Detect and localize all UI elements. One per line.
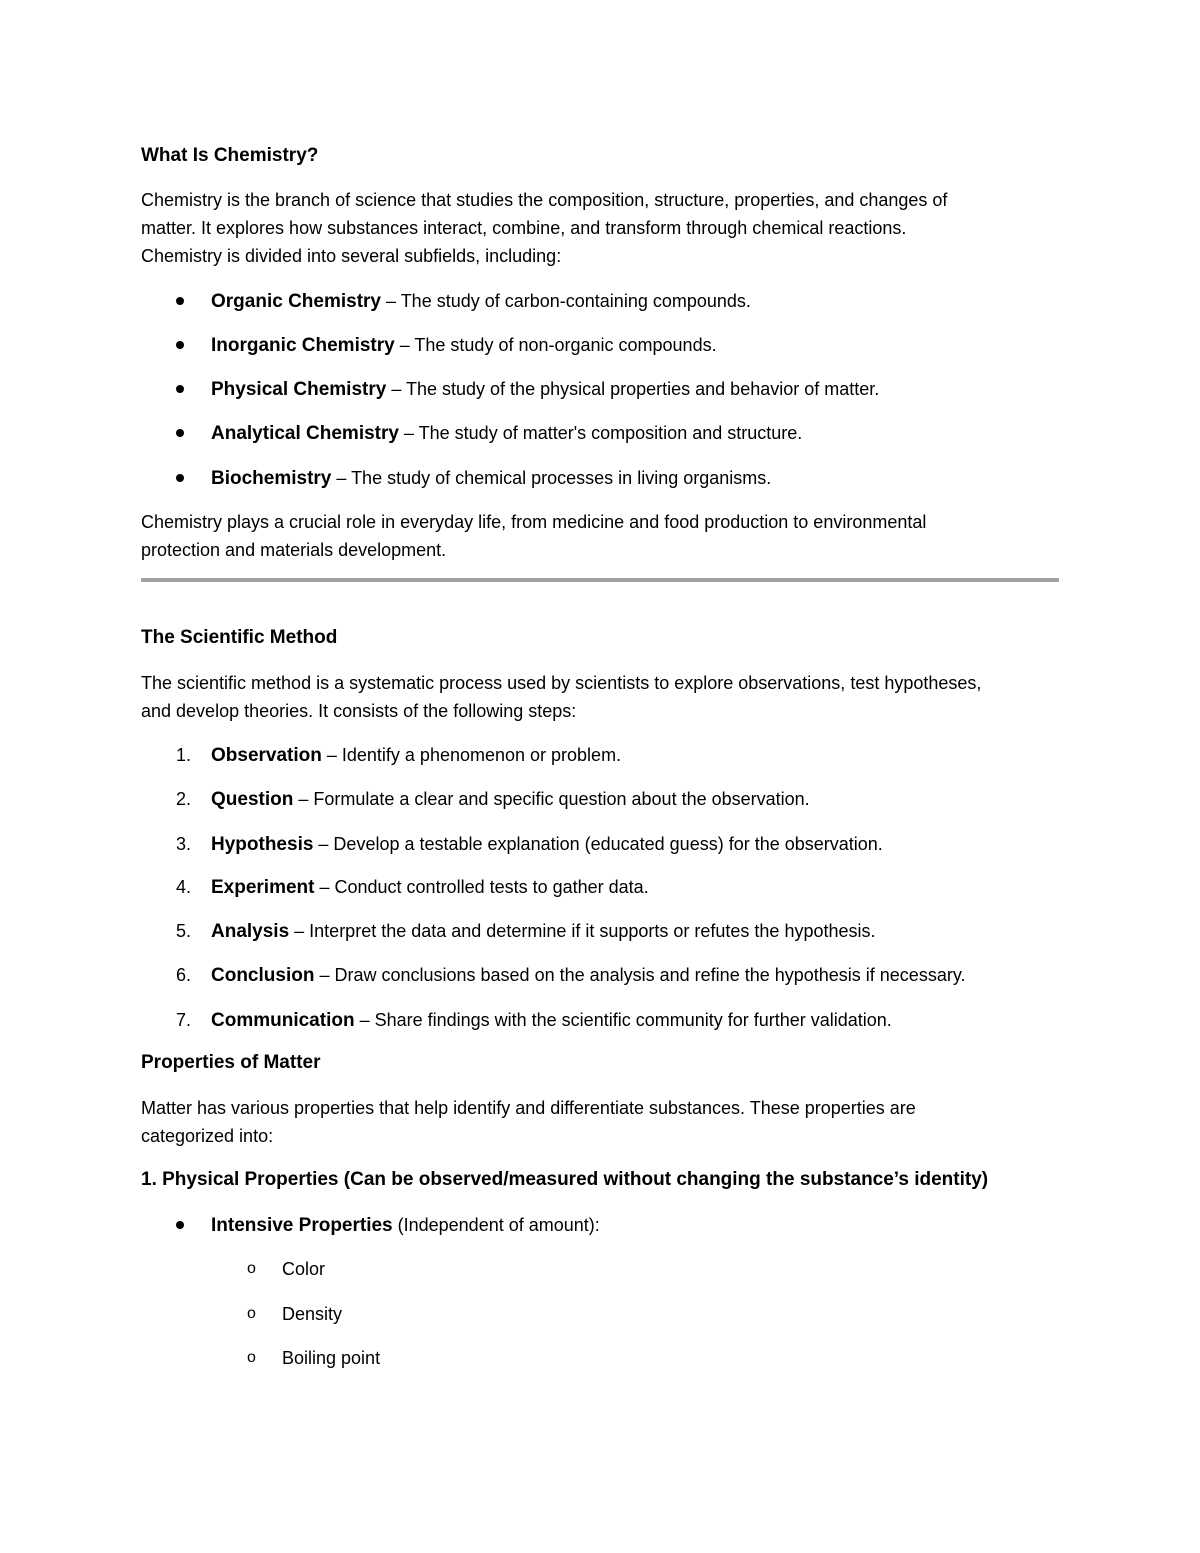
paragraph-line: The scientific method is a systematic process used by scientists to explore observations, test hypotheses, — [141, 673, 982, 693]
paragraph-line: Chemistry is divided into several subfields, including: — [141, 246, 562, 266]
bullet-icon — [176, 474, 184, 482]
step-description: – Develop a testable explanation (educated guess) for the observation. — [313, 834, 883, 854]
step-number: 7. — [176, 1010, 192, 1030]
paragraph-line: protection and materials development. — [141, 540, 447, 560]
bullet-icon — [176, 297, 184, 305]
subfield-term: Physical Chemistry — [211, 379, 387, 400]
sub-list-text: Color — [282, 1259, 326, 1279]
circle-bullet-icon: o — [247, 1260, 256, 1277]
sub-list-text: Boiling point — [282, 1348, 381, 1368]
subfield-term: Inorganic Chemistry — [211, 335, 395, 356]
step-term: Communication — [211, 1010, 355, 1031]
sub-list-text: Density — [282, 1304, 343, 1324]
step-description: – Conduct controlled tests to gather data. — [314, 877, 649, 897]
step-number: 4. — [176, 877, 192, 897]
subfield-term: Organic Chemistry — [211, 291, 381, 312]
step-term: Hypothesis — [211, 834, 314, 855]
bullet-icon — [176, 1221, 184, 1229]
step-description: – Interpret the data and determine if it supports or refutes the hypothesis. — [289, 921, 876, 941]
section-heading-scientific-method: The Scientific Method — [141, 627, 338, 648]
step-description: – Draw conclusions based on the analysis and refine the hypothesis if necessary. — [314, 965, 966, 985]
subfield-term: Analytical Chemistry — [211, 423, 399, 444]
step-number: 2. — [176, 789, 192, 809]
subfield-description: – The study of carbon-containing compounds. — [381, 291, 751, 311]
step-term: Experiment — [211, 877, 315, 898]
paragraph-line: Chemistry plays a crucial role in everyday life, from medicine and food production to environmental — [141, 512, 927, 532]
bullet-icon — [176, 385, 184, 393]
circle-bullet-icon: o — [247, 1305, 256, 1322]
step-number: 6. — [176, 965, 192, 985]
step-number: 1. — [176, 745, 192, 765]
subfield-description: – The study of matter's composition and structure. — [398, 423, 803, 443]
subfield-description: – The study of non-organic compounds. — [394, 335, 717, 355]
step-description: – Identify a phenomenon or problem. — [321, 745, 622, 765]
intro-paragraph-properties — [141, 1094, 1059, 1150]
paragraph-line: Matter has various properties that help identify and differentiate substances. These properties are — [141, 1098, 916, 1118]
intensive-description: (Independent of amount): — [392, 1215, 600, 1235]
bullet-icon — [176, 341, 184, 349]
step-term: Conclusion — [211, 965, 315, 986]
subfield-description: – The study of chemical processes in living organisms. — [331, 468, 772, 488]
step-description: – Formulate a clear and specific question about the observation. — [293, 789, 810, 809]
paragraph-line: Chemistry is the branch of science that studies the composition, structure, properties, and changes of — [141, 190, 948, 210]
intensive-term: Intensive Properties — [211, 1215, 393, 1236]
step-number: 5. — [176, 921, 192, 941]
step-term: Analysis — [211, 921, 290, 942]
step-number: 3. — [176, 834, 192, 854]
closing-paragraph-chemistry — [141, 508, 1059, 564]
intro-paragraph-scientific-method — [141, 669, 1059, 725]
section-heading-properties-of-matter: Properties of Matter — [141, 1052, 321, 1073]
category-heading-physical-properties: 1. Physical Properties (Can be observed/measured without changing the substance’s identity) — [141, 1169, 989, 1190]
step-description: – Share findings with the scientific community for further validation. — [354, 1010, 892, 1030]
subfield-description: – The study of the physical properties and behavior of matter. — [386, 379, 880, 399]
paragraph-line: categorized into: — [141, 1126, 274, 1146]
horizontal-divider — [141, 578, 1059, 582]
subfield-term: Biochemistry — [211, 468, 332, 489]
bullet-icon — [176, 429, 184, 437]
section-heading-what-is-chemistry: What Is Chemistry? — [141, 145, 319, 166]
step-term: Observation — [211, 745, 322, 766]
paragraph-line: and develop theories. It consists of the following steps: — [141, 701, 577, 721]
circle-bullet-icon: o — [247, 1349, 256, 1366]
intro-paragraph-chemistry — [141, 186, 1059, 270]
step-term: Question — [211, 789, 294, 810]
paragraph-line: matter. It explores how substances interact, combine, and transform through chemical reactions. — [141, 218, 907, 238]
